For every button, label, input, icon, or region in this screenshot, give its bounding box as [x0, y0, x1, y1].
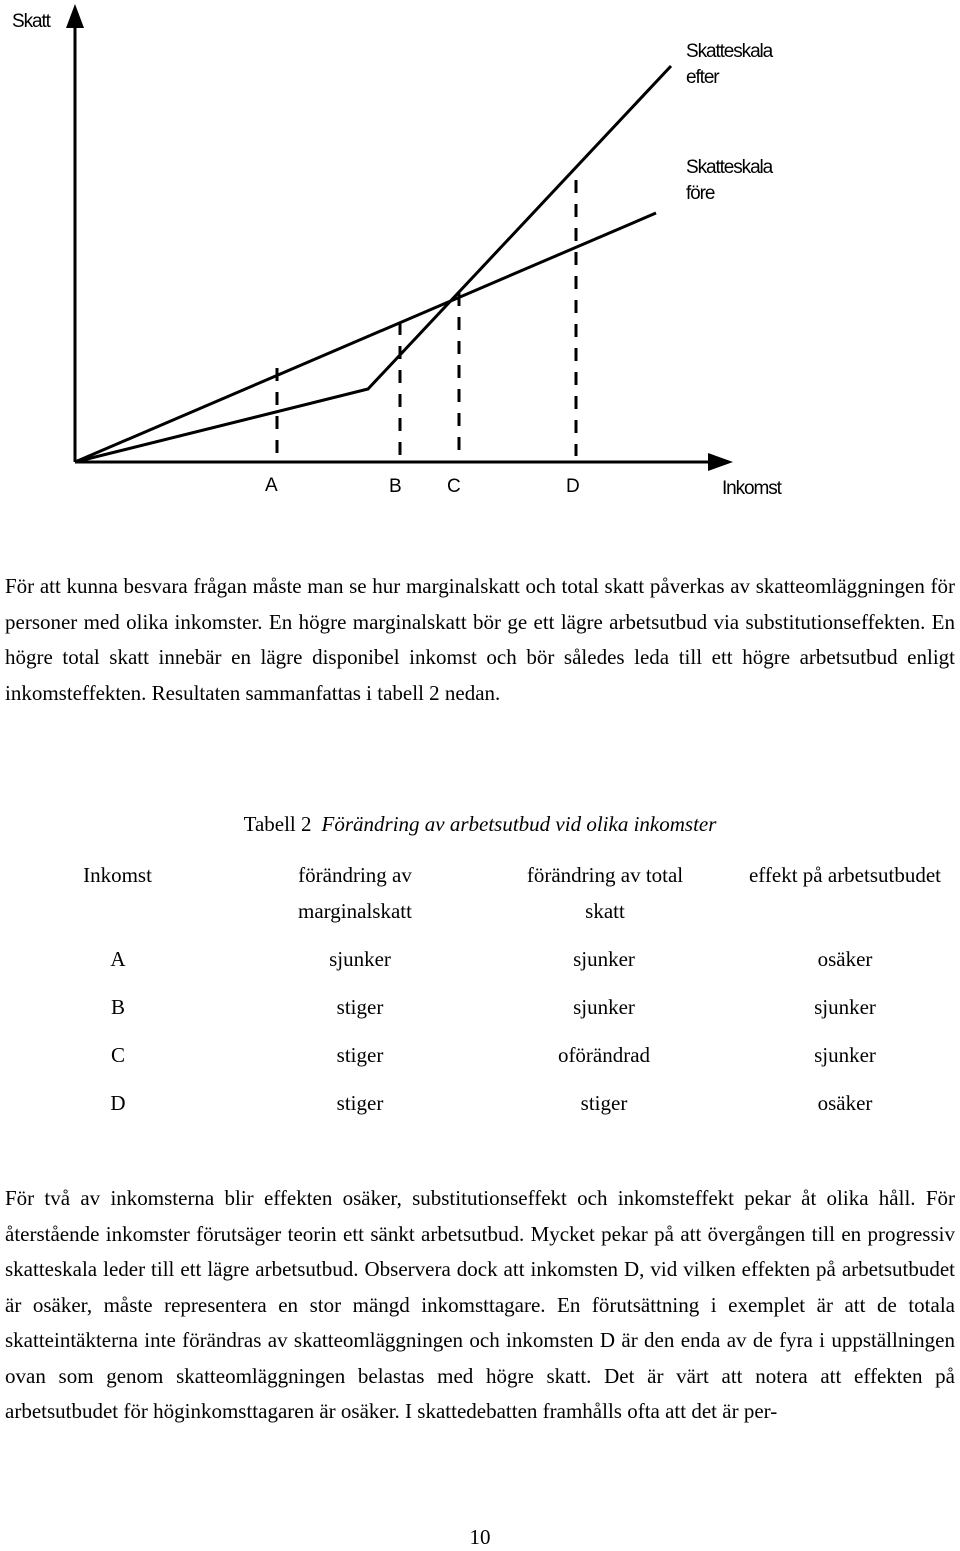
- table-row-b-total-tax: sjunker: [573, 995, 635, 1019]
- table-row-d-effect: osäker: [817, 1091, 873, 1115]
- marker-d-label: D: [566, 476, 579, 497]
- table-row-c-effect: sjunker: [814, 1043, 876, 1067]
- table-row-c-income: C: [110, 1043, 125, 1067]
- table-caption-title: Förändring av arbetsutbud vid olika inkomster: [321, 812, 717, 836]
- table-row-a-total-tax: sjunker: [573, 947, 635, 971]
- y-axis-arrowhead: [66, 4, 84, 28]
- marker-c-label: C: [447, 476, 460, 497]
- table-row-d-total-tax: stiger: [580, 1091, 628, 1115]
- page-number: 10: [469, 1525, 491, 1549]
- marker-b-label: B: [389, 476, 401, 497]
- table-row-b-income: B: [110, 995, 125, 1019]
- table-row-c-total-tax: oförändrad: [557, 1043, 651, 1067]
- table-caption-label: Tabell 2: [243, 812, 312, 836]
- table-header-marginal-tax: förändring av marginalskatt: [298, 863, 412, 923]
- body-paragraph-1: För att kunna besvara frågan måste man se hur marginalskatt och total skatt påverkas av skatteomläggningen för personer med olika inkomster. En högre marginalskatt bör ge ett lägre arbetsutbud via substitutionseffekten. En högre total skatt innebär en lägre disponibel inkomst och bör således leda till ett högre arbetsutbud enligt inkomsteffekten. Resultaten sammanfattas i tabell 2 nedan.: [5, 574, 955, 705]
- table-row-a-income: A: [110, 947, 126, 971]
- y-axis-label: Skatt: [12, 11, 50, 32]
- tax-scale-before-line: [75, 213, 656, 462]
- table-row-a-effect: osäker: [817, 947, 873, 971]
- table-row-b-effect: sjunker: [814, 995, 876, 1019]
- table-header-income: Inkomst: [83, 863, 152, 887]
- line-after-label: Skatteskala efter: [686, 41, 773, 88]
- x-axis-arrowhead: [708, 453, 733, 471]
- table-row-c-marginal-tax: stiger: [336, 1043, 384, 1067]
- table-row-d-income: D: [110, 1091, 126, 1115]
- table-caption: [0, 812, 960, 837]
- marker-a-label: A: [265, 475, 277, 496]
- table-row-b-marginal-tax: stiger: [336, 995, 384, 1019]
- table-row-d-marginal-tax: stiger: [336, 1091, 384, 1115]
- table-header-effect: effekt på arbetsutbudet: [748, 863, 942, 887]
- diagram-svg: [0, 0, 960, 520]
- body-paragraph-2: För två av inkomsterna blir effekten osäker, substitutionseffekt och inkomsteffekt pekar åt olika håll. För återstående inkomster förutsäger teorin ett sänkt arbetsutbud. Mycket pekar på att övergången till en progressiv skatteskala leder till ett lägre arbetsutbud. Observera dock att inkomsten D, vid vilken effekten på arbetsutbudet är osäker, måste representera en stor mängd inkomsttagare. En förutsättning i exemplet är att de totala skatteintäkterna inte förändras av skatteomläggningen och inkomsten D är den enda av de fyra i uppställningen ovan som genom skatteomläggningen belastas med högre skatt. Det är värt att notera att effekten på arbetsutbudet för höginkomsttagaren är osäker. I skattedebatten framhålls ofta att det är per-: [5, 1186, 955, 1423]
- table-row-a-marginal-tax: sjunker: [329, 947, 391, 971]
- tax-scale-after-line: [75, 66, 671, 462]
- table-header-total-tax: förändring av total skatt: [526, 863, 684, 923]
- x-axis-label: Inkomst: [722, 478, 781, 499]
- line-before-label: Skatteskala före: [686, 157, 773, 204]
- tax-scale-diagram: [0, 0, 960, 520]
